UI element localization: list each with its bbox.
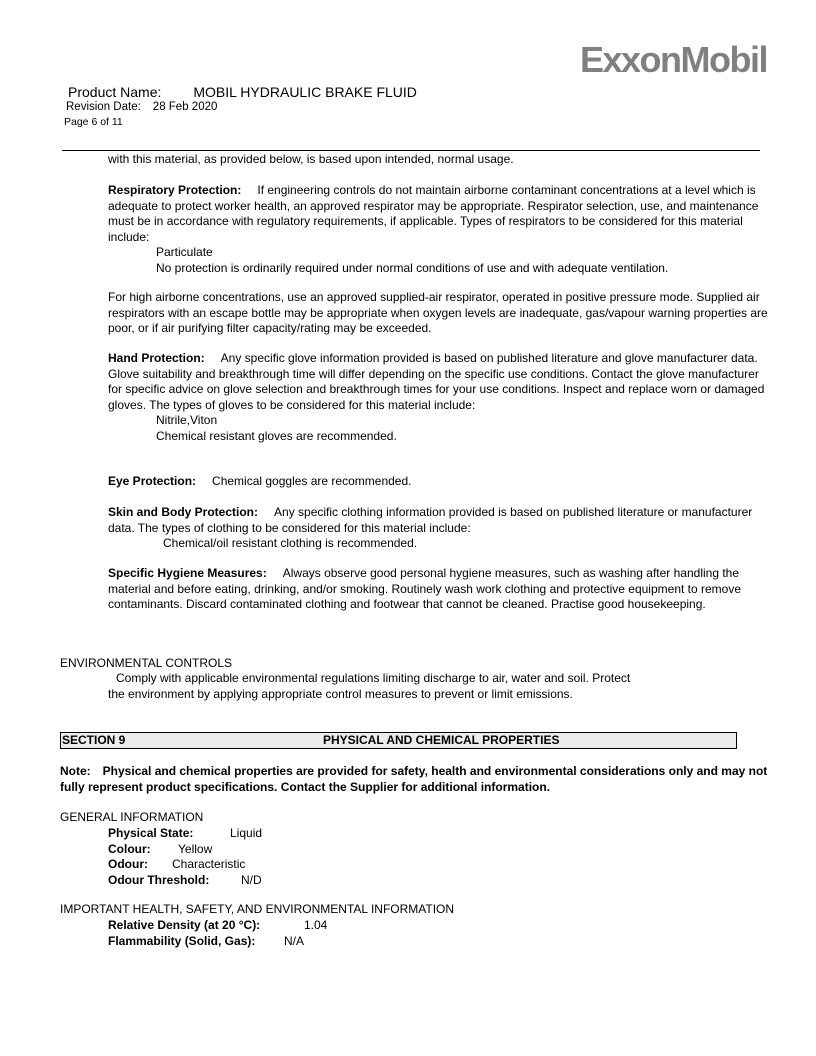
property-row <box>108 918 327 934</box>
property-label: Physical State: <box>108 826 194 840</box>
respiratory-protection-text: If engineering controls do not maintain airborne contaminant concentrations at a level which is adequate to protect worker health, an approved respirator may be appropriate. Respirator selection, use, and maintenance must be in accordance with regulatory requirements, if applicable. Types of respirators to be considered for this material include: <box>108 183 759 244</box>
property-value: 1.04 <box>304 918 328 932</box>
eye-protection-heading: Eye Protection: <box>108 474 197 488</box>
product-name-line <box>68 84 417 100</box>
property-value: Liquid <box>230 826 263 840</box>
respirator-type-item: Particulate <box>156 245 213 259</box>
property-value: Yellow <box>178 841 213 856</box>
environmental-controls-text: Comply with applicable environmental regulations limiting discharge to air, water and soil. Protect the environment by applying appropriate control measures to prevent or limit emissions. <box>108 671 631 701</box>
revision-date-value: 28 Feb 2020 <box>152 101 218 113</box>
skin-body-protection-heading: Skin and Body Protection: <box>108 505 259 519</box>
note-text: Physical and chemical properties are provided for safety, health and environmental considerations only and may not fully represent product specifications. Contact the Supplier for additional information. <box>60 764 768 794</box>
glove-type-item: Nitrile,Viton <box>156 413 218 427</box>
skin-body-protection-section <box>108 505 770 552</box>
respirator-type-item: No protection is ordinarily required under normal conditions of use and with adequate ventilation. <box>156 260 669 275</box>
property-label: Odour: <box>108 857 148 871</box>
respiratory-protection-heading: Respiratory Protection: <box>108 183 242 197</box>
property-value: N/D <box>241 872 262 887</box>
property-row <box>108 934 327 950</box>
general-information-heading: GENERAL INFORMATION <box>60 810 204 824</box>
skin-body-protection-text: Any specific clothing information provided is based on published literature or manufacturer data. The types of clothing to be considered for this material include: <box>108 505 753 535</box>
page-number: Page 6 of 11 <box>64 116 123 128</box>
important-information-list <box>108 918 327 949</box>
property-row <box>108 873 262 889</box>
property-label: Flammability (Solid, Gas): <box>108 933 256 948</box>
hand-protection-text: Any specific glove information provided is based on published literature and glove manufacturer data. Glove suitability and breakthrough time will differ depending on the specific use conditions. Contact the glove manufacturer for specific advice on glove selection and breakthrough times for your use conditions. Inspect and replace worn or damaged gloves. The types of gloves to be considered for this material include: <box>108 351 765 412</box>
product-name-label: Product Name: <box>68 84 162 100</box>
section-9-title: PHYSICAL AND CHEMICAL PROPERTIES <box>323 733 560 747</box>
hygiene-measures-text: Always observe good personal hygiene measures, such as washing after handling the material and before eating, drinking, and/or smoking. Routinely wash work clothing and protective equipment to remove contaminants. Discard contaminated clothing and footwear that cannot be cleaned. Practise good housekeeping. <box>108 566 742 611</box>
hand-protection-section <box>108 351 770 444</box>
section-9-header-bar <box>60 732 737 749</box>
revision-date-line <box>66 101 217 113</box>
property-row <box>108 857 262 873</box>
intro-line: with this material, as provided below, is based upon intended, normal usage. <box>108 152 514 166</box>
note-label: Note: <box>60 764 91 778</box>
property-label: Odour Threshold: <box>108 872 210 887</box>
hand-protection-heading: Hand Protection: <box>108 351 205 365</box>
important-information-heading: IMPORTANT HEALTH, SAFETY, AND ENVIRONMENTAL INFORMATION <box>60 902 455 916</box>
product-name-value: MOBIL HYDRAULIC BRAKE FLUID <box>193 84 417 100</box>
exxonmobil-logo: ExxonMobil <box>580 39 768 80</box>
note-paragraph <box>60 764 772 795</box>
respiratory-high-concentration-text: For high airborne concentrations, use an approved supplied-air respirator, operated in positive pressure mode. Supplied air respirators with an escape bottle may be appropriate when oxygen levels are inadequate, gas/vapour warning properties are poor, or if air purifying filter capacity/rating may be exceeded. <box>108 290 768 335</box>
clothing-type-item: Chemical/oil resistant clothing is recommended. <box>163 536 418 550</box>
property-row <box>108 826 262 842</box>
property-row <box>108 842 262 858</box>
property-value: Characteristic <box>172 857 246 871</box>
hygiene-measures-heading: Specific Hygiene Measures: <box>108 566 267 580</box>
general-information-list <box>108 826 262 888</box>
property-value: N/A <box>284 933 305 948</box>
revision-date-label: Revision Date: <box>66 101 141 113</box>
glove-type-item: Chemical resistant gloves are recommended. <box>156 428 397 443</box>
environmental-controls-heading: ENVIRONMENTAL CONTROLS <box>60 656 233 670</box>
respiratory-protection-section <box>108 183 770 276</box>
property-label: Relative Density (at 20 °C): <box>108 918 261 932</box>
header-divider <box>62 150 760 151</box>
section-9-label: SECTION 9 <box>62 733 126 747</box>
eye-protection-section <box>108 474 770 490</box>
property-label: Colour: <box>108 841 151 856</box>
eye-protection-text: Chemical goggles are recommended. <box>212 474 412 488</box>
hygiene-measures-section <box>108 566 770 613</box>
